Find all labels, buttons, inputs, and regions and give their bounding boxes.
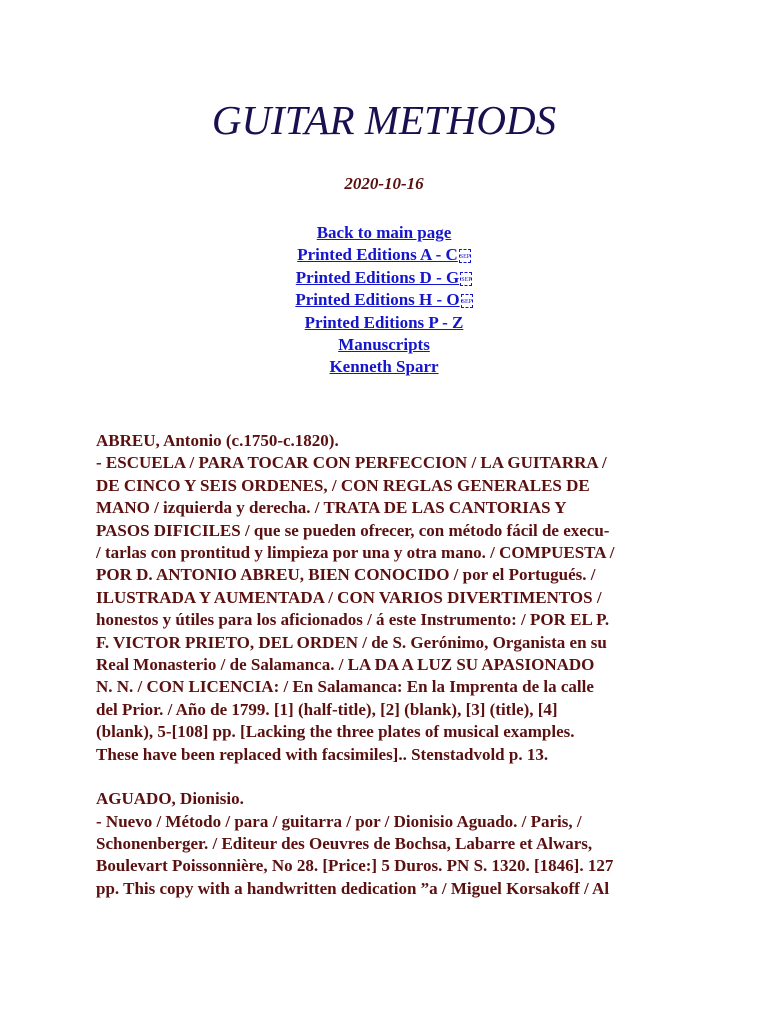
printed-editions-p-z-link[interactable]: Printed Editions P - Z bbox=[304, 312, 464, 332]
sep-glyph-icon: SEP bbox=[459, 249, 471, 263]
kenneth-sparr-link[interactable]: Kenneth Sparr bbox=[329, 357, 439, 377]
entry-line: (blank), 5-[108] pp. [Lacking the three plates of musical examples. bbox=[96, 722, 575, 742]
entry-line: ILUSTRADA Y AUMENTADA / CON VARIOS DIVERTIMENTOS / bbox=[96, 587, 602, 607]
entry-line: honestos y útiles para los aficionados / á este Instrumento: / POR EL P. bbox=[96, 610, 610, 630]
entry-line: pp. This copy with a handwritten dedication ”a / Miguel Korsakoff / Al bbox=[96, 878, 610, 898]
entry-line: / tarlas con prontitud y limpieza por una y otra mano. / COMPUESTA / bbox=[96, 543, 615, 563]
sep-glyph-icon: SEP bbox=[461, 294, 473, 308]
entry-line: N. N. / CON LICENCIA: / En Salamanca: En la Imprenta de la calle bbox=[96, 677, 594, 697]
entry-line: These have been replaced with facsimiles].. Stenstadvold p. 13. bbox=[96, 744, 549, 764]
entry-line: POR D. ANTONIO ABREU, BIEN CONOCIDO / por el Portugués. / bbox=[96, 565, 596, 585]
entry-line: MANO / izquierda y derecha. / TRATA DE LAS CANTORIAS Y bbox=[96, 498, 567, 518]
entry-author: ABREU, Antonio (c.1750-c.1820). bbox=[96, 431, 339, 450]
manuscripts-link[interactable]: Manuscripts bbox=[338, 335, 430, 355]
catalogue-entry bbox=[96, 788, 676, 900]
printed-editions-h-o-link[interactable]: Printed Editions H - O bbox=[295, 290, 460, 310]
entry-author: AGUADO, Dionisio. bbox=[96, 789, 244, 809]
page-title: GUITAR METHODS bbox=[211, 97, 557, 143]
entry-line: Real Monasterio / de Salamanca. / LA DA A LUZ SU APASIONADO bbox=[96, 655, 595, 675]
back-to-main-link[interactable]: Back to main page bbox=[316, 223, 452, 242]
entry-line: F. VICTOR PRIETO, DEL ORDEN / de S. Gerónimo, Organista en su bbox=[96, 632, 607, 652]
entry-line: - ESCUELA / PARA TOCAR CON PERFECCION / LA GUITARRA / bbox=[96, 453, 607, 473]
printed-editions-a-c-link[interactable]: Printed Editions A - C bbox=[297, 245, 458, 265]
entry-line: Schonenberger. / Editeur des Oeuvres de Bochsa, Labarre et Alwars, bbox=[96, 833, 593, 853]
nav-links bbox=[0, 222, 768, 379]
page-date: 2020-10-16 bbox=[344, 174, 424, 193]
entry-line: PASOS DIFICILES / que se pueden ofrecer, con método fácil de execu- bbox=[96, 520, 610, 540]
entry-line: DE CINCO Y SEIS ORDENES, / CON REGLAS GENERALES DE bbox=[96, 475, 590, 495]
catalogue-content bbox=[96, 430, 676, 922]
entry-line: Boulevart Poissonnière, No 28. [Price:] 5 Duros. PN S. 1320. [1846]. 127 bbox=[96, 856, 614, 876]
sep-glyph-icon: SEP bbox=[460, 272, 472, 286]
catalogue-entry bbox=[96, 430, 676, 766]
entry-line: del Prior. / Año de 1799. [1] (half-title), [2] (blank), [3] (title), [4] bbox=[96, 699, 558, 719]
entry-line: - Nuevo / Método / para / guitarra / por / Dionisio Aguado. / Paris, / bbox=[96, 811, 582, 831]
printed-editions-d-g-link[interactable]: Printed Editions D - G bbox=[295, 267, 460, 287]
